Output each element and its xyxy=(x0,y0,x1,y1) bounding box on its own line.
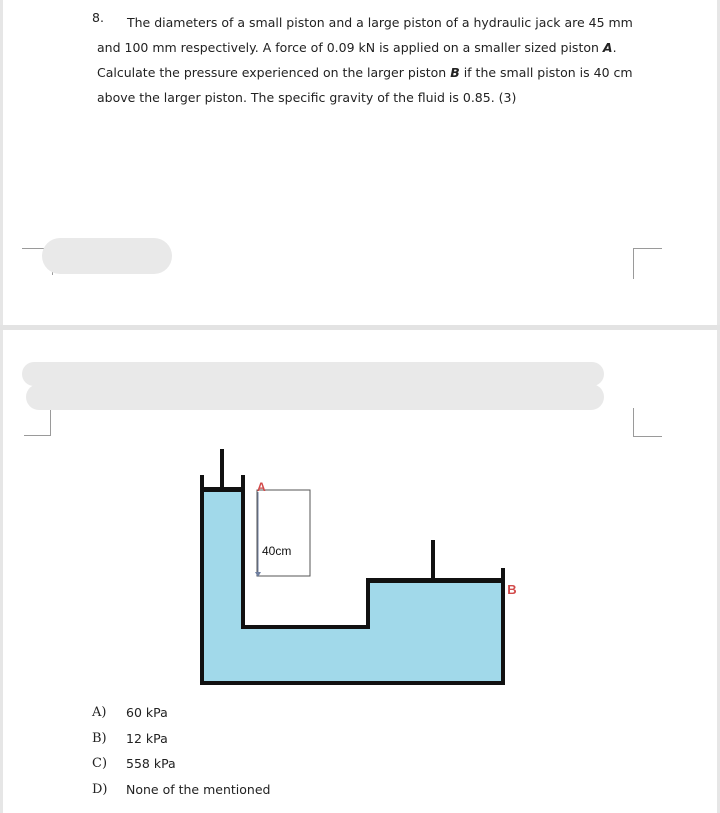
large-piston-rod xyxy=(431,540,435,578)
option-text: 60 kPa xyxy=(126,705,168,721)
crop-mark-top-right xyxy=(633,248,662,279)
crop-mark-bottom-right xyxy=(633,408,662,437)
option-text: 12 kPa xyxy=(126,730,168,746)
small-piston-rod xyxy=(220,449,224,487)
question-text: The diameters of a small piston and a large piston of a hydraulic jack are 45 mm and 100 mm respectively. A force of 0.09 kN is applied on a smaller sized piston A. Calculate the pressure experienced on the larger piston B if the small piston is 40 cm above the larger piston. The specific gravity of the fluid is 0.85. (3) xyxy=(97,15,633,105)
small-piston xyxy=(202,487,243,492)
piston-b-ref: B xyxy=(450,65,460,80)
hydraulic-jack-diagram xyxy=(190,440,520,690)
option-d[interactable]: D) None of the mentioned xyxy=(92,782,271,798)
option-text: 558 kPa xyxy=(126,756,176,772)
answer-options xyxy=(92,700,270,802)
redacted-region xyxy=(26,384,604,410)
redacted-region xyxy=(42,238,172,274)
piston-b-label: B xyxy=(507,582,517,597)
option-a[interactable]: A) 60 kPa xyxy=(92,705,168,721)
option-text: None of the mentioned xyxy=(126,782,271,798)
redacted-region xyxy=(22,362,604,386)
page-frame-left xyxy=(0,0,3,813)
piston-a-ref: A xyxy=(602,40,613,55)
crop-mark-bottom-left xyxy=(24,410,51,436)
option-b[interactable]: B) 12 kPa xyxy=(92,730,168,746)
height-label: 40cm xyxy=(262,544,292,558)
large-piston xyxy=(368,578,503,583)
question-number: 8. xyxy=(92,10,104,25)
option-c[interactable]: C) 558 kPa xyxy=(92,756,176,772)
hydraulic-fluid xyxy=(202,492,503,683)
height-box xyxy=(257,490,310,576)
page-separator xyxy=(0,325,720,330)
piston-a-label: A xyxy=(257,480,266,494)
